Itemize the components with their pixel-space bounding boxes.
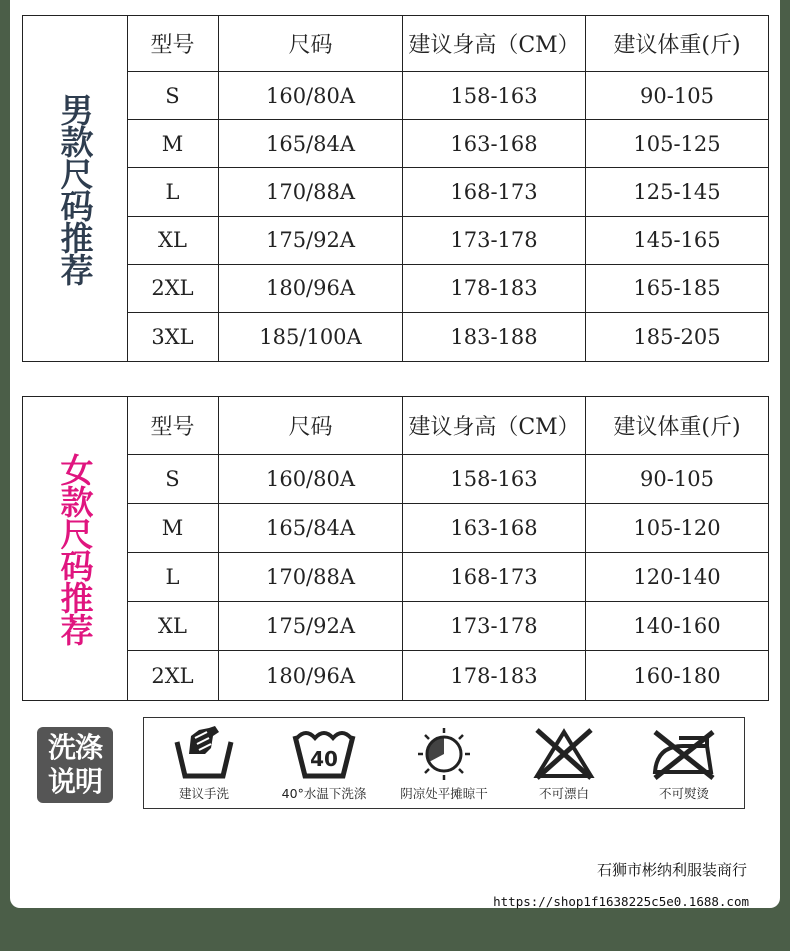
women-table-cell: 90-105 (586, 455, 768, 504)
men-table-cell: S (127, 72, 219, 120)
women-table-cell: S (127, 455, 219, 504)
women-title: 女款尺码推荐 (55, 452, 95, 645)
men-table-cell: 165-185 (586, 265, 768, 313)
care-item (504, 718, 624, 808)
women-table-cell: 120-140 (586, 553, 768, 602)
women-table-cell: 160-180 (633, 663, 721, 688)
wash-instructions (33, 722, 749, 812)
care-label: 建议手洗 (178, 786, 229, 801)
men-table-cell: XL (127, 217, 219, 265)
men-size-table (22, 15, 769, 362)
men-table-cell: 3XL (127, 313, 219, 361)
women-table-cell: XL (127, 602, 219, 651)
women-header-cell: 尺码 (219, 397, 403, 455)
women-table-cell: 175/92A (219, 602, 403, 651)
men-table-cell: 183-188 (403, 313, 586, 361)
company-name: 石狮市彬纳利服装商行 (596, 861, 747, 879)
men-table-cell: 175/92A (219, 217, 403, 265)
care-label: 不可漂白 (538, 786, 589, 801)
women-table-cell: 2XL (127, 651, 219, 700)
men-header-cell: 建议身高（CM） (403, 16, 586, 72)
men-table-cell: 160/80A (219, 72, 403, 120)
women-table-cell: L (127, 553, 219, 602)
men-table-cell: 185-205 (633, 324, 721, 349)
men-table-cell: 180/96A (219, 265, 403, 313)
no-bleach-icon (529, 724, 599, 782)
wash-40-icon (289, 724, 359, 782)
shop-url[interactable]: https://shop1f1638225c5e0.1688.com (493, 894, 749, 909)
wash-label (37, 727, 113, 803)
women-table-cell: 173-178 (403, 602, 586, 651)
care-label: 阴凉处平摊晾干 (400, 786, 488, 801)
no-iron-icon (649, 724, 719, 782)
women-header-cell: 建议身高（CM） (403, 397, 586, 455)
women-table-cell: 168-173 (403, 553, 586, 602)
men-header-cell: 型号 (127, 16, 219, 72)
wash-temp: 40 (310, 747, 338, 771)
women-size-table (22, 396, 769, 701)
men-title-panel (23, 16, 128, 361)
women-table-cell: 170/88A (219, 553, 403, 602)
wash-label-line2: 说明 (47, 765, 102, 798)
men-table-cell: 2XL (127, 265, 219, 313)
care-symbols (143, 717, 745, 809)
women-table-cell: 163-168 (403, 504, 586, 553)
men-table-cell: 185/100A (219, 313, 403, 361)
care-label: 不可熨烫 (658, 786, 709, 801)
women-table-cell: 180/96A (219, 651, 403, 700)
men-header-cell: 建议体重(斤) (586, 16, 768, 72)
men-table-cell: 173-178 (403, 217, 586, 265)
women-table-cell: 158-163 (403, 455, 586, 504)
women-grid (127, 397, 768, 700)
women-table-cell: 140-160 (586, 602, 768, 651)
wash-label-line1: 洗涤 (47, 731, 102, 764)
women-title-panel (23, 397, 128, 700)
women-header-cell: 型号 (127, 397, 219, 455)
women-table-cell: 178-183 (403, 651, 586, 700)
care-item (384, 718, 504, 808)
men-table-cell: M (127, 120, 219, 168)
men-table-cell: 125-145 (586, 168, 768, 216)
men-table-cell: 163-168 (403, 120, 586, 168)
men-title: 男款尺码推荐 (55, 92, 95, 285)
page (10, 0, 780, 908)
women-table-cell: 160/80A (219, 455, 403, 504)
care-label: 40°水温下洗涤 (281, 786, 367, 801)
shade-dry-icon (409, 724, 479, 782)
men-table-cell: L (127, 168, 219, 216)
men-table-cell: 105-125 (586, 120, 768, 168)
men-table-cell: 158-163 (403, 72, 586, 120)
men-table-cell: 168-173 (403, 168, 586, 216)
men-table-cell: 178-183 (403, 265, 586, 313)
men-table-cell: 170/88A (219, 168, 403, 216)
men-table-cell: 90-105 (586, 72, 768, 120)
care-item (144, 718, 264, 808)
men-grid (127, 16, 768, 361)
women-table-cell: 105-120 (586, 504, 768, 553)
women-header-cell: 建议体重(斤) (586, 397, 768, 455)
hand-wash-icon (169, 724, 239, 782)
men-table-cell: 145-165 (586, 217, 768, 265)
women-table-cell: M (127, 504, 219, 553)
care-item (264, 718, 384, 808)
men-header-cell: 尺码 (219, 16, 403, 72)
care-item (624, 718, 744, 808)
men-table-cell: 165/84A (219, 120, 403, 168)
women-table-cell: 165/84A (219, 504, 403, 553)
